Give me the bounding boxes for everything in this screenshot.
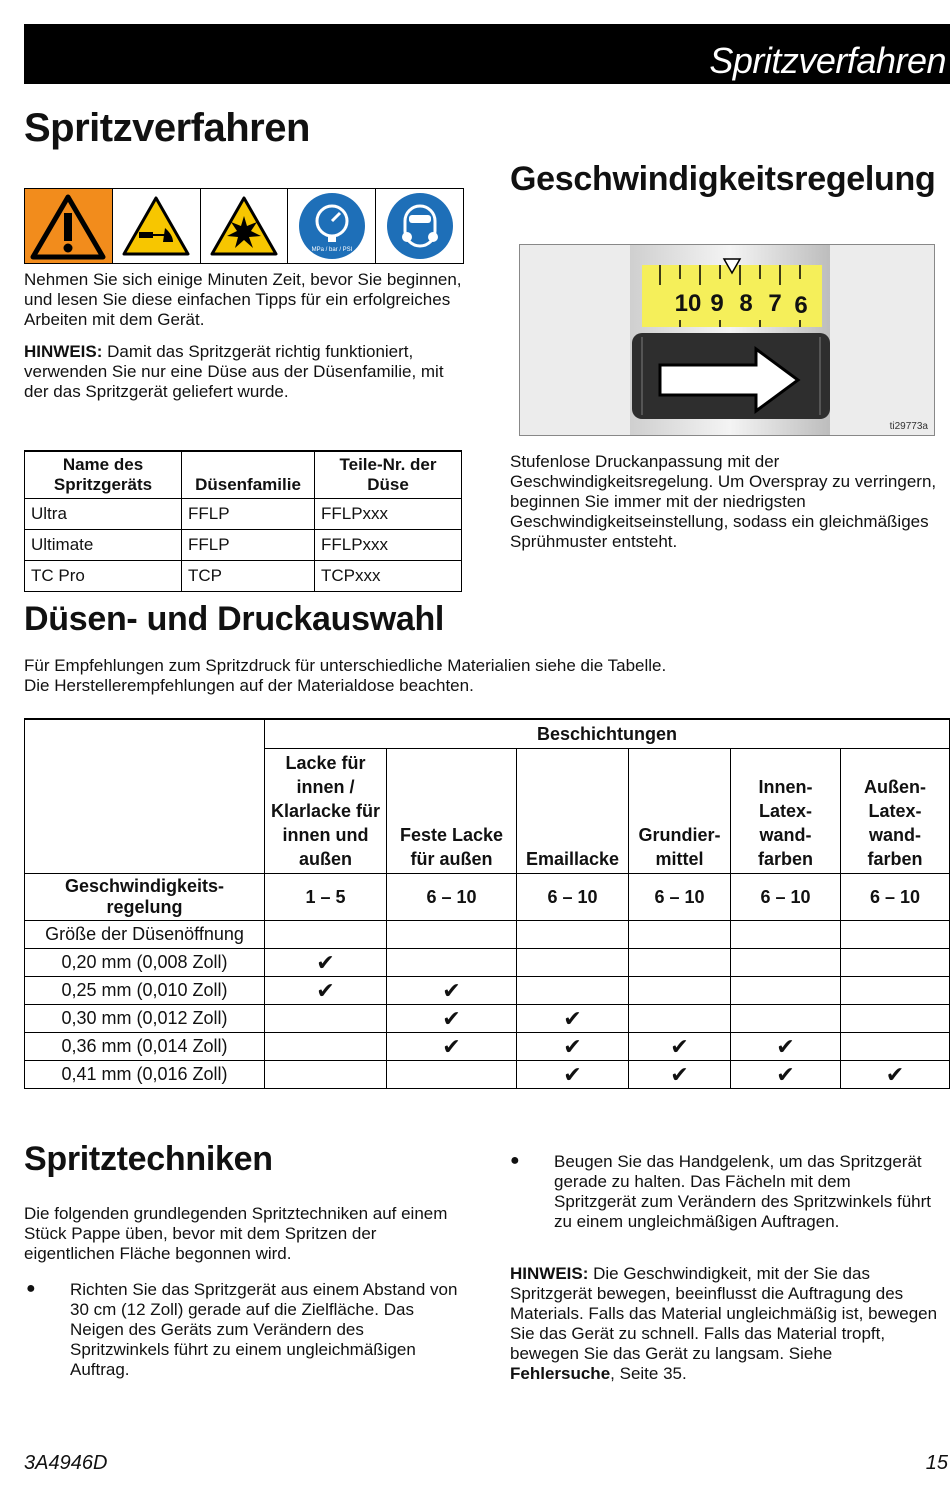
intro-note — [24, 342, 464, 402]
table-row — [25, 530, 462, 561]
check-mark: ✔ — [517, 1005, 629, 1033]
troubleshooting-link[interactable]: Fehlersuche — [510, 1364, 611, 1383]
speed-row-label: Geschwindigkeits-regelung — [25, 874, 265, 921]
speed-value: 6 – 10 — [841, 874, 950, 921]
dial-number: 6 — [794, 292, 808, 319]
col-header: Emaillacke — [517, 749, 629, 874]
nozzle-size: 0,25 mm (0,010 Zoll) — [25, 977, 265, 1005]
check-mark: ✔ — [517, 1033, 629, 1061]
dial-number: 10 — [674, 290, 702, 317]
cell-family: FFLP — [182, 499, 315, 530]
intro-paragraph: Nehmen Sie sich einige Minuten Zeit, bevor Sie beginnen, und lesen Sie diese einfachen Tipps für ein erfolgreiches Arbeiten mit dem Gerät. — [24, 270, 462, 329]
note-text: Damit das Spritzgerät richtig funktioniert, verwenden Sie nur eine Düse aus der Düsenfamilie, mit der das Spritzgerät geliefert wurde. — [24, 342, 444, 401]
nozzle-size: 0,36 mm (0,014 Zoll) — [25, 1033, 265, 1061]
nozzle-size: 0,20 mm (0,008 Zoll) — [25, 949, 265, 977]
col-header: Lacke für innen / Klarlacke für innen und außen — [265, 749, 387, 874]
nozzle-section-text — [24, 656, 944, 696]
group-header: Beschichtungen — [265, 719, 950, 749]
check-mark: ✔ — [265, 949, 387, 977]
table-row — [25, 977, 950, 1005]
nozzle-section-title: Düsen- und Druckauswahl — [24, 600, 445, 638]
empty-cell — [841, 949, 950, 977]
empty-cell — [731, 949, 841, 977]
empty-cell — [517, 977, 629, 1005]
techniques-title: Spritztechniken — [24, 1140, 273, 1178]
explosion-hazard-icon — [201, 189, 289, 263]
technique-bullet-1: Richten Sie das Spritzgerät aus einem Abstand von 30 cm (12 Zoll) gerade auf die Zielfläche. Das Neigen des Geräts zum Verändern des Spritzwinkels führt zu einem ungleichmäßigen Auftrag. — [70, 1280, 458, 1379]
dial-number: 8 — [739, 290, 753, 317]
empty-cell — [517, 949, 629, 977]
nozzle-table — [24, 450, 462, 592]
speed-section-title: Geschwindigkeitsregelung — [510, 160, 936, 198]
check-mark: ✔ — [629, 1033, 731, 1061]
check-mark: ✔ — [265, 977, 387, 1005]
note-label: HINWEIS: — [510, 1264, 589, 1283]
speed-dial-image — [519, 244, 935, 436]
table-row — [25, 1005, 950, 1033]
nozzle-text-line1: Für Empfehlungen zum Spritzdruck für unterschiedliche Materialien siehe die Tabelle. — [24, 656, 667, 675]
injection-hazard-icon — [113, 189, 201, 263]
speed-value: 6 – 10 — [387, 874, 517, 921]
dial-number: 7 — [768, 290, 782, 317]
nozzle-size: 0,30 mm (0,012 Zoll) — [25, 1005, 265, 1033]
document-number: 3A4946D — [24, 1452, 108, 1474]
cell-family: TCP — [182, 561, 315, 592]
empty-corner — [25, 719, 265, 874]
empty-cell — [265, 1033, 387, 1061]
empty-cell — [629, 949, 731, 977]
note-text: Die Geschwindigkeit, mit der Sie das Spritzgerät bewegen, beeinflusst die Auftragung des Materials. Falls das Material ungleichmäßig ist, bewegen Sie das Gerät zu schnell. Falls das Material tropft, bewegen Sie das Gerät zu langsam. Siehe — [510, 1264, 938, 1363]
empty-cell — [387, 1061, 517, 1089]
check-mark: ✔ — [841, 1061, 950, 1089]
empty-cell — [387, 949, 517, 977]
image-reference: ti29773a — [889, 421, 928, 432]
empty-cell — [841, 1033, 950, 1061]
coating-table — [24, 718, 950, 1089]
speed-description: Stufenlose Druckanpassung mit der Geschwindigkeitsregelung. Um Overspray zu verringern, beginnen Sie immer mit der niedrigsten Geschwindigkeitseinstellung, sodass ein gleichmäßiges Sprühmuster entsteht. — [510, 452, 937, 551]
col-header: Innen-Latex-wand-farben — [731, 749, 841, 874]
col-header: Außen-Latex-wand-farben — [841, 749, 950, 874]
empty-cell — [841, 977, 950, 1005]
check-mark: ✔ — [731, 1061, 841, 1089]
cell-sprayer: Ultimate — [25, 530, 182, 561]
table-row — [25, 1061, 950, 1089]
note-end: , Seite 35. — [610, 1364, 687, 1383]
dial-number: 9 — [710, 290, 724, 317]
nozzle-text-line2: Die Herstellerempfehlungen auf der Materialdose beachten. — [24, 676, 474, 695]
svg-text:MPa / bar / PSI: MPa / bar / PSI — [311, 247, 353, 253]
general-warning-icon — [24, 189, 113, 263]
page-number: 15 — [925, 1452, 948, 1474]
speed-value: 6 – 10 — [517, 874, 629, 921]
note-label: HINWEIS: — [24, 342, 103, 361]
check-mark: ✔ — [387, 977, 517, 1005]
techniques-note — [510, 1264, 940, 1384]
bullet-dot: ● — [510, 1152, 520, 1169]
cell-family: FFLP — [182, 530, 315, 561]
nozzle-size: 0,41 mm (0,016 Zoll) — [25, 1061, 265, 1089]
empty-cell — [841, 1005, 950, 1033]
check-mark: ✔ — [387, 1005, 517, 1033]
technique-bullet-2: Beugen Sie das Handgelenk, um das Spritzgerät gerade zu halten. Das Fächeln mit dem Spritzgerät zum Verändern des Spritzwinkels führt zu einem ungleichmäßigen Auftragen. — [554, 1152, 932, 1231]
check-mark: ✔ — [629, 1061, 731, 1089]
empty-cell — [731, 1005, 841, 1033]
page-title: Spritzverfahren — [24, 106, 310, 150]
cell-part: TCPxxx — [315, 561, 462, 592]
col-header-part: Teile-Nr. der Düse — [315, 451, 462, 499]
techniques-intro: Die folgenden grundlegenden Spritztechniken auf einem Stück Pappe üben, bevor mit dem Spritzen der eigentlichen Fläche begonnen wird. — [24, 1204, 448, 1263]
empty-cell — [265, 1005, 387, 1033]
col-header-family: Düsenfamilie — [182, 451, 315, 499]
empty-cell — [629, 977, 731, 1005]
col-header: Grundier-mittel — [629, 749, 731, 874]
col-header-sprayer: Name des Spritzgeräts — [25, 451, 182, 499]
speed-value: 1 – 5 — [265, 874, 387, 921]
table-row — [25, 949, 950, 977]
size-header: Größe der Düsenöffnung — [25, 921, 265, 949]
speed-value: 6 – 10 — [629, 874, 731, 921]
empty-cell — [629, 1005, 731, 1033]
empty-cell — [265, 1061, 387, 1089]
col-header: Feste Lacke für außen — [387, 749, 517, 874]
bullet-dot: ● — [26, 1280, 36, 1297]
cell-part: FFLPxxx — [315, 499, 462, 530]
respirator-icon — [376, 189, 464, 263]
table-row — [25, 1033, 950, 1061]
warning-icons — [24, 188, 464, 264]
cell-part: FFLPxxx — [315, 530, 462, 561]
table-row — [25, 561, 462, 592]
check-mark: ✔ — [731, 1033, 841, 1061]
pressure-gauge-icon — [288, 189, 376, 263]
empty-cell — [731, 977, 841, 1005]
check-mark: ✔ — [387, 1033, 517, 1061]
cell-sprayer: TC Pro — [25, 561, 182, 592]
table-row — [25, 499, 462, 530]
speed-value: 6 – 10 — [731, 874, 841, 921]
cell-sprayer: Ultra — [25, 499, 182, 530]
check-mark: ✔ — [517, 1061, 629, 1089]
header-title: Spritzverfahren — [709, 40, 946, 81]
